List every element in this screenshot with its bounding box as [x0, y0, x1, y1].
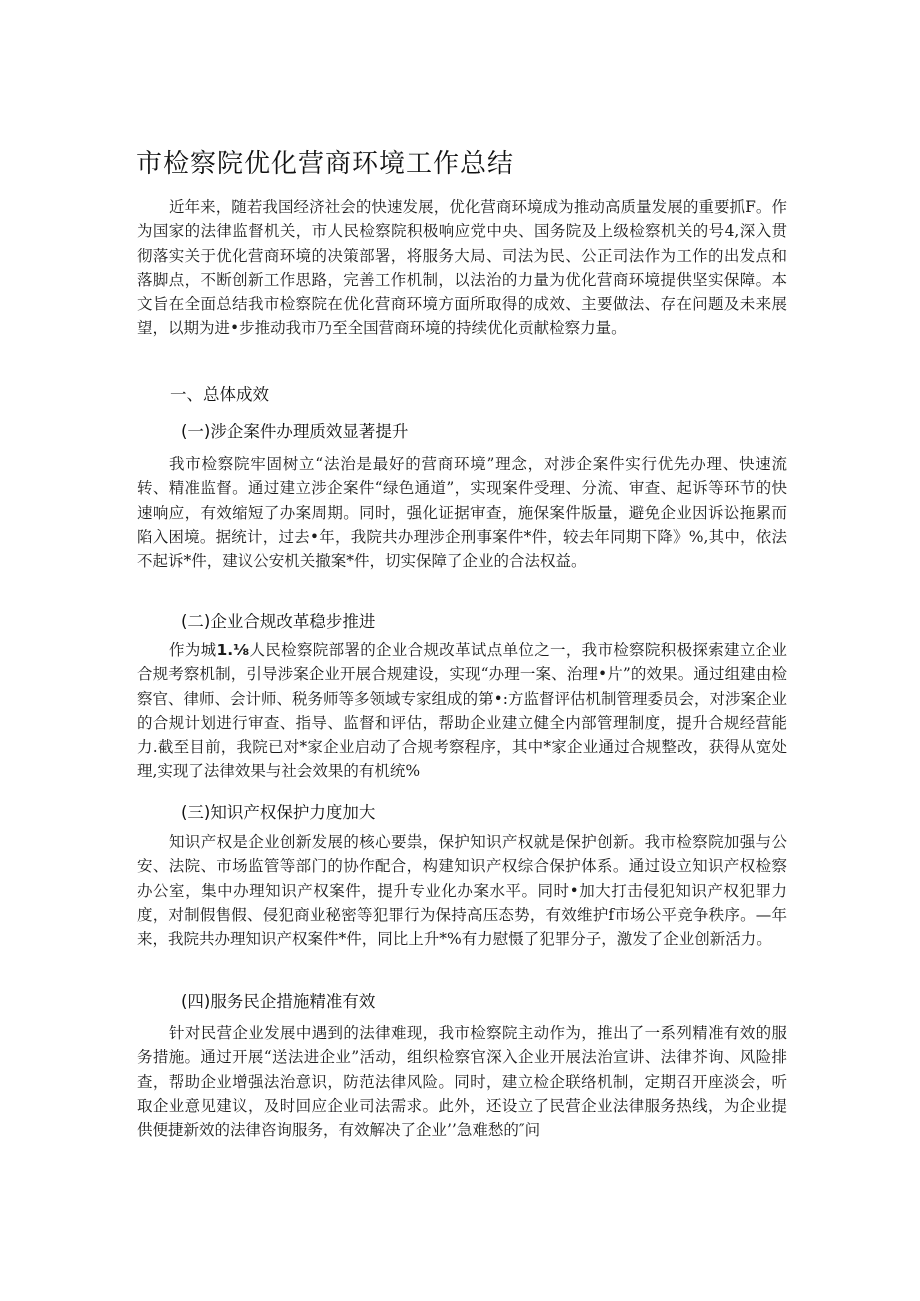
paragraph-ip-protection: 知识产权是企业创新发展的核心要祟，保护知识产权就是保护创新。我市检察院加强与公安、法院、市场监管等部门的协作配合，构建知识产权综合保护体系。通过设立知识产权检察办公室，集中办理知识产权案件，提升专业化办案水平。同时•加大打击侵犯知识产权犯罪力度，对制假售假、侵犯商业秘密等犯罪行为保持高压态势，有效维护f市场公平竞争秩序。—年来，我院共办理知识产权案件*件，同比上升*%有力慰慑了犯罪分子，激发了企业创新活力。 [137, 833, 787, 949]
paragraph-case-quality: 我市检察院牢固树立“法治是最好的营商环境”理念，对涉企案件实行优先办理、快速流转、精准监督。通过建立涉企案件“绿色通道”，实现案件受理、分流、审查、起诉等环节的快速响应，有效缩短了办案周期。同时，强化证据审查，施保案件版量，避免企业因诉讼拖累而陷入困境。据统计，过去•年，我院共办理涉企刑事案件*件，较去年同期下降》%,其中，依法不起诉*件，建议公安机关撤案*件，切实保障了企业的合法权益。 [137, 455, 787, 571]
subsection-heading-private-enterprise-services: (四)服务民企措施精准有效 [181, 992, 376, 1011]
paragraph-private-enterprise-services: 针对民营企业发展中遇到的法律难现，我市检察院主动作为，推出了一系列精准有效的服务措施。通过开展“送法进企业”活动，组织检察官深入企业开展法治宣讲、法律芥询、风险排查，帮助企业增强法治意识，防范法律风险。同时，建立检企联络机制，定期召开座淡会，听取企业意见建议，及时回应企业司法需求。此外，还设立了民营企业法律服务热线，为企业提供便捷新效的法律咨询服务，有效解决了企业’’急难愁的″问 [137, 1024, 787, 1140]
document-title: 市检察院优化营商环境工作总结 [136, 149, 515, 179]
paragraph-body-text: 人民检察院部署的企业合规改革试点单位之一，我市检察院积极探索建立企业合规考察机制，引导涉案企业开展合规建设，实现“办理一案、治理•片”的效果。通过组建由检察官、律师、会计师、税务师等多领域专家组成的第•:方监督评估机制管理委员会，对涉案企业的合规计划进行审查、指导、监督和评估，帮助企业建立健全内部管理制度，提升合规经营能力.截至目前，我院已对*家企业启动了合规考察程序，其中*家企业通过合规整改，获得从宽处理,实现了法律效果与社会效果的有机统% [137, 641, 787, 781]
subsection-heading-compliance-reform: (二)企业合规改革稳步推进 [181, 612, 376, 631]
subsection-heading-ip-protection: (三)知识产权保护力度加大 [181, 803, 376, 822]
paragraph-lead-text: 作为城 [169, 641, 217, 659]
scan-artifact-mark: 1.⅛ [216, 641, 250, 659]
subsection-heading-case-quality: (一)涉企案件办理质效显著提升 [181, 422, 409, 441]
section-heading-overall-results: 一、总体成效 [170, 385, 269, 404]
intro-paragraph: 近年来，随若我国经济社会的快速发展，优化营商环境成为推动高质量发展的重要抓F。作为国家的法律监督机关，市人民检察院积极响应党中央、国务院及上级检察机关的号4,深入贯彻落实关于优化营商环境的决策部署，将服务大局、司法为民、公正司法作为工作的出发点和落脚点，不断创新工作思路，完善工作机制，以法治的力量为优化营商环境提供坚实保障。本文旨在全面总结我市检察院在优化营商环境方面所取得的成效、主要做法、存在问题及未来展望，以期为进•步推动我市乃至全国营商环境的持续优化贡献检察力量。 [137, 198, 787, 338]
paragraph-compliance-reform [137, 638, 787, 784]
